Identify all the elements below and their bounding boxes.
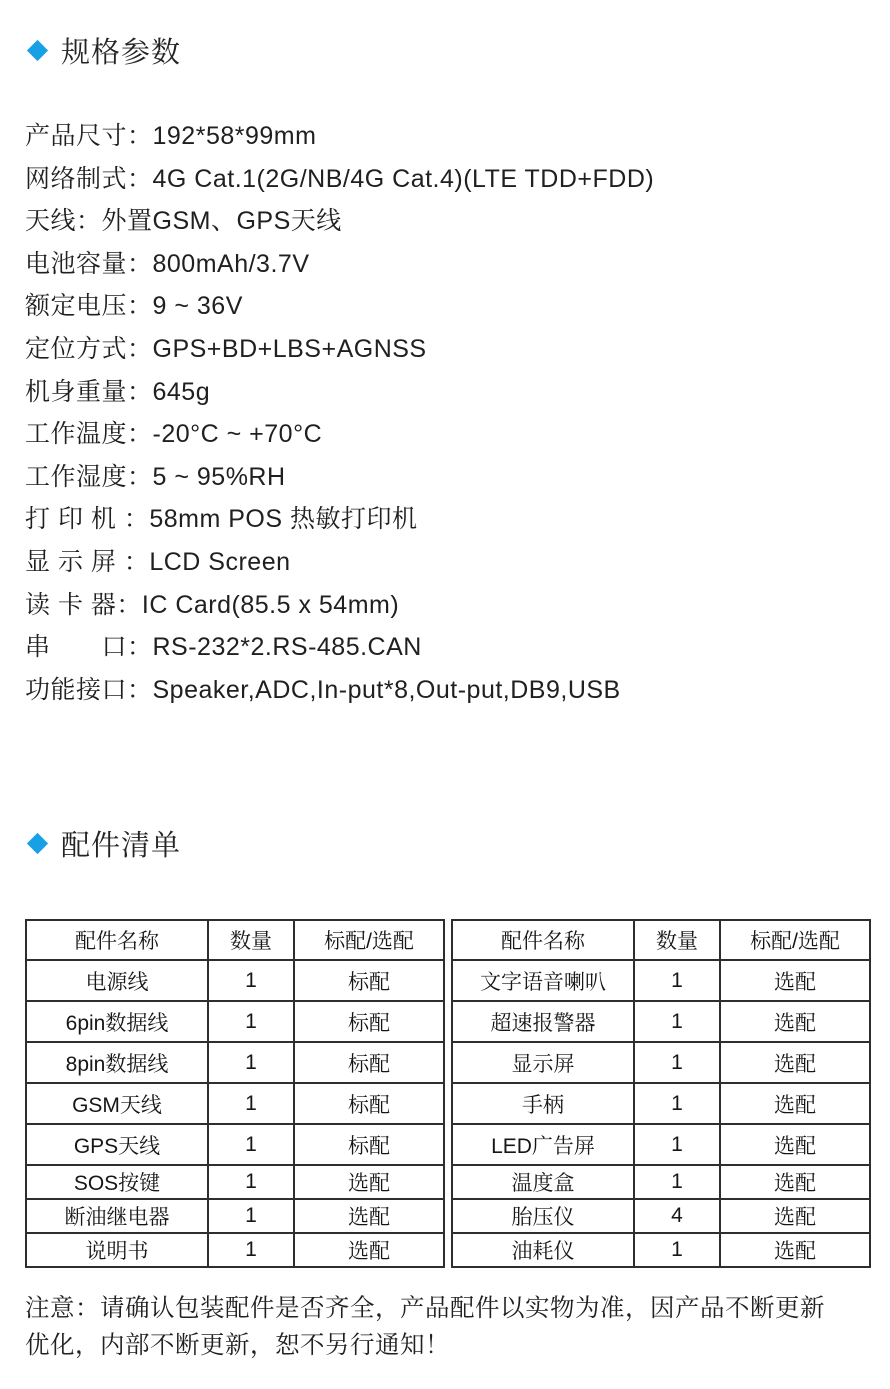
diamond-bullet-icon	[27, 40, 48, 61]
cell-qty: 1	[634, 1233, 720, 1267]
accessories-section-header	[0, 823, 890, 864]
cell-name: LED广告屏	[452, 1124, 634, 1165]
table-row	[26, 1083, 444, 1124]
cell-qty: 1	[634, 1042, 720, 1083]
column-header-name: 配件名称	[26, 920, 208, 960]
cell-type: 选配	[294, 1165, 444, 1199]
cell-qty: 1	[208, 1042, 294, 1083]
spec-line-battery: 电池容量：800mAh/3.7V	[25, 249, 310, 278]
spec-line-network: 网络制式：4G Cat.1(2G/NB/4G Cat.4)(LTE TDD+FDD)	[25, 164, 655, 193]
cell-name: 超速报警器	[452, 1001, 634, 1042]
cell-type: 标配	[294, 1001, 444, 1042]
cell-name: 6pin数据线	[26, 1001, 208, 1042]
table-row	[452, 960, 870, 1001]
table-row	[452, 1124, 870, 1165]
cell-type: 选配	[720, 960, 870, 1001]
table-row	[26, 1001, 444, 1042]
note-text	[25, 1290, 890, 1364]
cell-qty: 1	[634, 1124, 720, 1165]
cell-name: 手柄	[452, 1083, 634, 1124]
specs-section-header	[0, 0, 890, 71]
table-header-row	[26, 920, 444, 960]
cell-type: 标配	[294, 1124, 444, 1165]
spec-line-card-reader: 读 卡 器：IC Card(85.5 x 54mm)	[25, 590, 400, 619]
column-header-type: 标配/选配	[294, 920, 444, 960]
spec-line-product-size: 产品尺寸：192*58*99mm	[25, 122, 317, 150]
accessories-table-right	[451, 919, 871, 1268]
table-row	[26, 1124, 444, 1165]
cell-qty: 1	[208, 1233, 294, 1267]
cell-name: 文字语音喇叭	[452, 960, 634, 1001]
table-row	[452, 1165, 870, 1199]
note-line: 优化，内部不断更新，恕不另行通知！	[25, 1332, 450, 1360]
spec-line-printer: 打 印 机 ：58mm POS 热敏打印机	[25, 505, 418, 534]
cell-qty: 1	[208, 1083, 294, 1124]
cell-name: 温度盒	[452, 1165, 634, 1199]
cell-name: SOS按键	[26, 1165, 208, 1199]
spec-line-weight: 机身重量：645g	[25, 377, 211, 406]
cell-type: 选配	[720, 1124, 870, 1165]
cell-qty: 4	[634, 1199, 720, 1233]
cell-type: 选配	[720, 1083, 870, 1124]
cell-qty: 1	[634, 1001, 720, 1042]
spec-line-humidity: 工作湿度：5 ~ 95%RH	[25, 462, 286, 491]
cell-type: 标配	[294, 960, 444, 1001]
cell-type: 选配	[294, 1199, 444, 1233]
cell-name: GPS天线	[26, 1124, 208, 1165]
note-line: 注意：请确认包装配件是否齐全，产品配件以实物为准，因产品不断更新	[25, 1295, 825, 1323]
column-header-qty: 数量	[208, 920, 294, 960]
cell-name: 油耗仪	[452, 1233, 634, 1267]
table-row	[26, 1042, 444, 1083]
spec-list	[25, 115, 890, 711]
cell-name: 显示屏	[452, 1042, 634, 1083]
table-row	[452, 1083, 870, 1124]
table-row	[452, 1042, 870, 1083]
cell-name: 断油继电器	[26, 1199, 208, 1233]
cell-name: 电源线	[26, 960, 208, 1001]
spec-line-antenna: 天线：外置GSM、GPS天线	[25, 207, 342, 236]
cell-name: 胎压仪	[452, 1199, 634, 1233]
table-row	[452, 1199, 870, 1233]
spec-line-display: 显 示 屏 ：LCD Screen	[25, 547, 291, 576]
cell-type: 选配	[720, 1001, 870, 1042]
cell-type: 选配	[720, 1165, 870, 1199]
table-row	[26, 1233, 444, 1267]
table-row	[26, 960, 444, 1001]
cell-qty: 1	[634, 960, 720, 1001]
spec-line-serial-port: 串 口：RS-232*2.RS-485.CAN	[25, 633, 422, 662]
spec-line-temperature: 工作温度：-20°C ~ +70°C	[25, 420, 323, 449]
cell-name: 说明书	[26, 1233, 208, 1267]
table-row	[452, 1233, 870, 1267]
cell-type: 选配	[720, 1233, 870, 1267]
column-header-type: 标配/选配	[720, 920, 870, 960]
diamond-bullet-icon	[27, 833, 48, 854]
column-header-qty: 数量	[634, 920, 720, 960]
cell-name: 8pin数据线	[26, 1042, 208, 1083]
cell-name: GSM天线	[26, 1083, 208, 1124]
accessories-tables	[25, 919, 890, 1268]
cell-type: 选配	[720, 1042, 870, 1083]
cell-qty: 1	[208, 1199, 294, 1233]
accessories-section-title: 配件清单	[61, 830, 182, 863]
cell-qty: 1	[208, 1165, 294, 1199]
table-header-row	[452, 920, 870, 960]
column-header-name: 配件名称	[452, 920, 634, 960]
specs-section-title: 规格参数	[61, 37, 182, 69]
cell-qty: 1	[634, 1165, 720, 1199]
cell-qty: 1	[208, 960, 294, 1001]
spec-line-function-ports: 功能接口：Speaker,ADC,In-put*8,Out-put,DB9,USB	[25, 675, 621, 704]
accessories-table-left	[25, 919, 445, 1268]
cell-type: 选配	[294, 1233, 444, 1267]
cell-qty: 1	[634, 1083, 720, 1124]
table-row	[26, 1199, 444, 1233]
spec-line-positioning: 定位方式：GPS+BD+LBS+AGNSS	[25, 334, 427, 363]
cell-type: 标配	[294, 1083, 444, 1124]
table-row	[452, 1001, 870, 1042]
cell-qty: 1	[208, 1001, 294, 1042]
table-row	[26, 1165, 444, 1199]
spec-line-voltage: 额定电压：9 ~ 36V	[25, 292, 243, 321]
cell-type: 标配	[294, 1042, 444, 1083]
cell-qty: 1	[208, 1124, 294, 1165]
cell-type: 选配	[720, 1199, 870, 1233]
